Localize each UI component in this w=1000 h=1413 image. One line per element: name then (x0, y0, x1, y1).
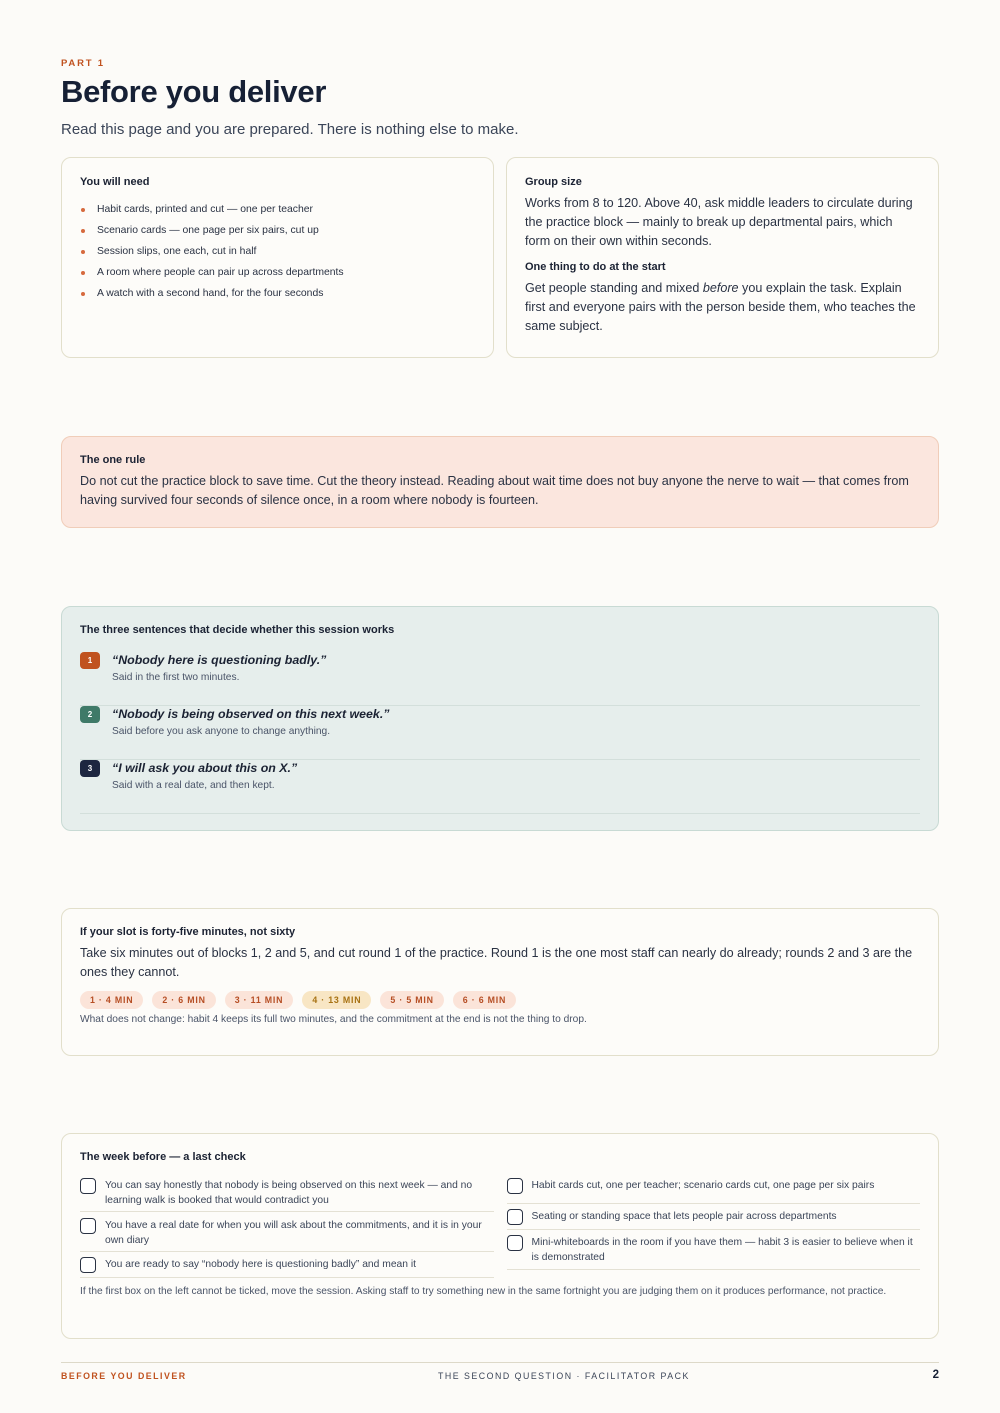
footer-divider (61, 1362, 939, 1363)
list-item (80, 203, 475, 224)
start-body-emphasis: before (702, 281, 739, 295)
number-badge: 3 (80, 760, 100, 777)
checklist-item-text: Habit cards cut, one per teacher; scenario cards cut, one page per six pairs (531, 1180, 875, 1191)
footer-section-label: BEFORE YOU DELIVER (61, 1371, 187, 1381)
block-timings (80, 991, 920, 1009)
one-rule-heading: The one rule (80, 454, 146, 466)
start-body-text: Get people standing and mixed (525, 281, 703, 295)
page-number: 2 (932, 1369, 939, 1381)
list-item-text: Habit cards, printed and cut — one per teacher (97, 204, 314, 215)
block-pill: 2 · 6 MIN (152, 991, 215, 1009)
list-item-text: Scenario cards — one page per six pairs, cut up (97, 225, 319, 236)
week-before-heading: The week before — a last check (80, 1151, 246, 1163)
sentence-item (80, 706, 920, 760)
page-title: Before you deliver (61, 74, 327, 109)
bullet-dot-icon (81, 208, 85, 212)
one-rule-card (61, 436, 939, 528)
checkbox[interactable] (507, 1209, 523, 1225)
week-before-card (61, 1133, 939, 1339)
footer-document-title: THE SECOND QUESTION · FACILITATOR PACK (438, 1371, 690, 1381)
forty-five-heading: If your slot is forty-five minutes, not sixty (80, 926, 296, 938)
checklist-item[interactable] (507, 1204, 921, 1230)
start-heading: One thing to do at the start (525, 261, 666, 273)
checklist-item[interactable] (507, 1230, 921, 1270)
checklist-item[interactable] (80, 1178, 494, 1212)
group-size-card (506, 157, 939, 358)
checkbox[interactable] (507, 1235, 523, 1251)
three-sentences-heading: The three sentences that decide whether this session works (80, 624, 395, 636)
checklist-item[interactable] (507, 1178, 921, 1204)
sentence-note: Said in the first two minutes. (112, 672, 240, 683)
sentence-item (80, 652, 920, 706)
block-pill: 6 · 6 MIN (453, 991, 516, 1009)
checkbox[interactable] (80, 1178, 96, 1194)
checklist-item-text: You can say honestly that nobody is being observed on this next week — and no learning walk is booked that would contradict you (105, 1180, 473, 1206)
three-sentences-card (61, 606, 939, 831)
block-pill: 1 · 4 MIN (80, 991, 143, 1009)
number-badge: 1 (80, 652, 100, 669)
group-size-heading: Group size (525, 176, 582, 188)
list-item (80, 287, 475, 308)
sentence-item (80, 760, 920, 814)
sentence-quote: “Nobody is being observed on this next week.” (112, 707, 390, 721)
bullet-dot-icon (81, 271, 85, 275)
bullet-dot-icon (81, 250, 85, 254)
list-item (80, 224, 475, 245)
block-pill-highlight: 4 · 13 MIN (302, 991, 371, 1009)
block-pill: 3 · 11 MIN (225, 991, 294, 1009)
start-body-text-end: you explain the task. Explain first and everyone pairs with the person beside them, who teaches the same subject. (525, 281, 916, 333)
checklist-left-column (80, 1178, 494, 1278)
start-body (525, 279, 920, 336)
checklist-item-text: Mini-whiteboards in the room if you have them — habit 3 is easier to believe when it is demonstrated (531, 1237, 913, 1263)
sentence-note: Said before you ask anyone to change anything. (112, 726, 331, 737)
you-will-need-heading: You will need (80, 176, 150, 188)
bullet-dot-icon (81, 229, 85, 233)
checklist-item-text: You are ready to say “nobody here is questioning badly” and mean it (105, 1259, 417, 1270)
part-kicker: PART 1 (61, 58, 105, 69)
list-item-text: A watch with a second hand, for the four seconds (97, 288, 324, 299)
list-item-text: Session slips, one each, cut in half (97, 246, 257, 257)
needs-list (80, 203, 475, 308)
sentence-quote: “Nobody here is questioning badly.” (112, 653, 327, 667)
checklist-item-text: You have a real date for when you will ask about the commitments, and it is in your own diary (105, 1220, 482, 1246)
you-will-need-card (61, 157, 494, 358)
checklist-right-column (507, 1178, 921, 1278)
sentence-quote: “I will ask you about this on X.” (112, 761, 298, 775)
forty-five-body: Take six minutes out of blocks 1, 2 and 5, and cut round 1 of the practice. Round 1 is the one most staff can nearly do already; rounds 2 and 3 are the ones they cannot. (80, 946, 913, 979)
checklist-item[interactable] (80, 1212, 494, 1252)
week-before-footnote: If the first box on the left cannot be ticked, move the session. Asking staff to try something new in the same fortnight you are judging them on it produces performance, not practice. (80, 1286, 887, 1297)
checklist-item-text: Seating or standing space that lets people pair across departments (531, 1211, 837, 1222)
list-item-text: A room where people can pair up across departments (97, 267, 344, 278)
page-lede: Read this page and you are prepared. There is nothing else to make. (61, 121, 519, 138)
one-rule-body: Do not cut the practice block to save time. Cut the theory instead. Reading about wait time does not buy anyone the nerve to wait — that comes from having survived four seconds of silence once, in a room where nobody is fourteen. (80, 474, 909, 507)
checklist-item[interactable] (80, 1252, 494, 1278)
block-pill: 5 · 5 MIN (380, 991, 443, 1009)
number-badge: 2 (80, 706, 100, 723)
bullet-dot-icon (81, 292, 85, 296)
sentence-note: Said with a real date, and then kept. (112, 780, 275, 791)
list-item (80, 266, 475, 287)
forty-five-minutes-card (61, 908, 939, 1056)
forty-five-note: What does not change: habit 4 keeps its full two minutes, and the commitment at the end is not the thing to drop. (80, 1014, 587, 1025)
group-size-body: Works from 8 to 120. Above 40, ask middle leaders to circulate during the practice block — mainly to break up departmental pairs, which form on their own within seconds. (525, 196, 913, 248)
checkbox[interactable] (507, 1178, 523, 1194)
list-item (80, 245, 475, 266)
checkbox[interactable] (80, 1218, 96, 1234)
page (61, 0, 939, 1413)
checkbox[interactable] (80, 1257, 96, 1273)
checklist (80, 1178, 920, 1278)
